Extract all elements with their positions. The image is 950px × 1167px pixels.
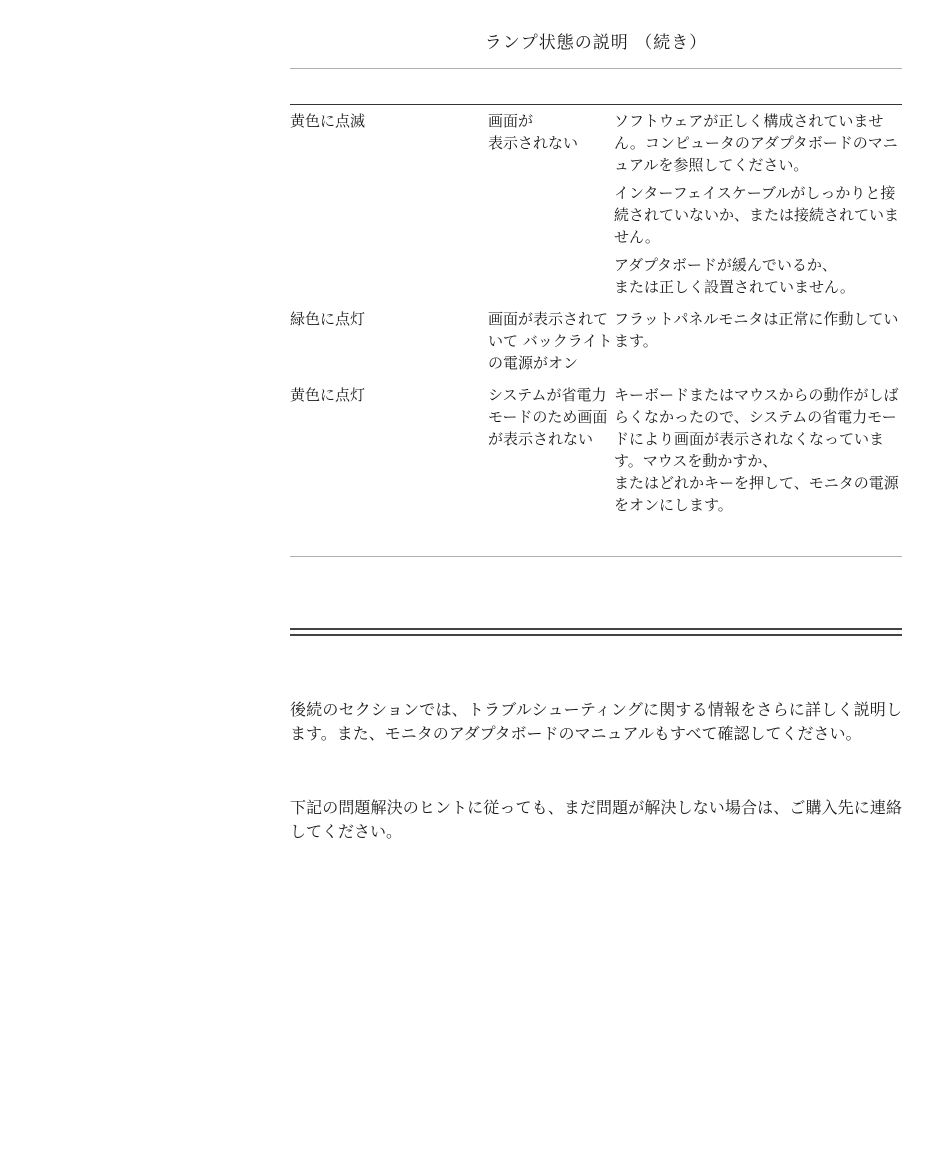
screen-state-cell: 画面が 表示されない (488, 112, 579, 152)
description-cell (614, 110, 902, 308)
body-paragraph: 後続のセクションでは、トラブルシューティングに関する情報をさらに詳しく説明します。また、モニタのアダプタボードのマニュアルもすべて確認してください。 (290, 700, 902, 743)
description-text: キーボードまたはマウスからの動作がしばらくなかったので、システムの省電力モードにより画面が表示されなくなっています。マウスを動かすか、 またはどれかキーを押して、モニタの電源をオンにします。 (614, 386, 899, 514)
lamp-status-table (290, 110, 902, 526)
table-row (290, 308, 902, 384)
description-text: アダプタボードが緩んでいるか、 または正しく設置されていません。 (614, 256, 855, 296)
lamp-status-cell: 黄色に点滅 (290, 112, 366, 130)
header-rule (290, 68, 902, 69)
body-paragraph: 下記の問題解決のヒントに従っても、まだ問題が解決しない場合は、ご購入先に連絡してください。 (290, 798, 902, 841)
description-text: インターフェイスケーブルがしっかりと接続されていないか、または接続されていません。 (614, 184, 900, 246)
screen-state-cell: 画面が表示されていて バックライトの電源がオン (488, 310, 613, 372)
table-bottom-rule (290, 556, 902, 557)
lamp-status-cell: 黄色に点灯 (290, 386, 366, 404)
section-divider (290, 628, 902, 636)
description-cell (614, 308, 902, 384)
description-text: フラットパネルモニタは正常に作動しています。 (614, 310, 899, 350)
page-title: ランプ状態の説明 （続き） (484, 33, 708, 53)
description-text: ソフトウェアが正しく構成されていません。コンピュータのアダプタボードのマニュアルを参照してください。 (614, 112, 898, 174)
table-top-rule (290, 104, 902, 105)
table-row (290, 110, 902, 308)
description-cell (614, 384, 902, 526)
screen-state-cell: システムが省電力モードのため画面が表示されない (488, 386, 608, 448)
table-row (290, 384, 902, 526)
lamp-status-cell: 緑色に点灯 (290, 310, 366, 328)
